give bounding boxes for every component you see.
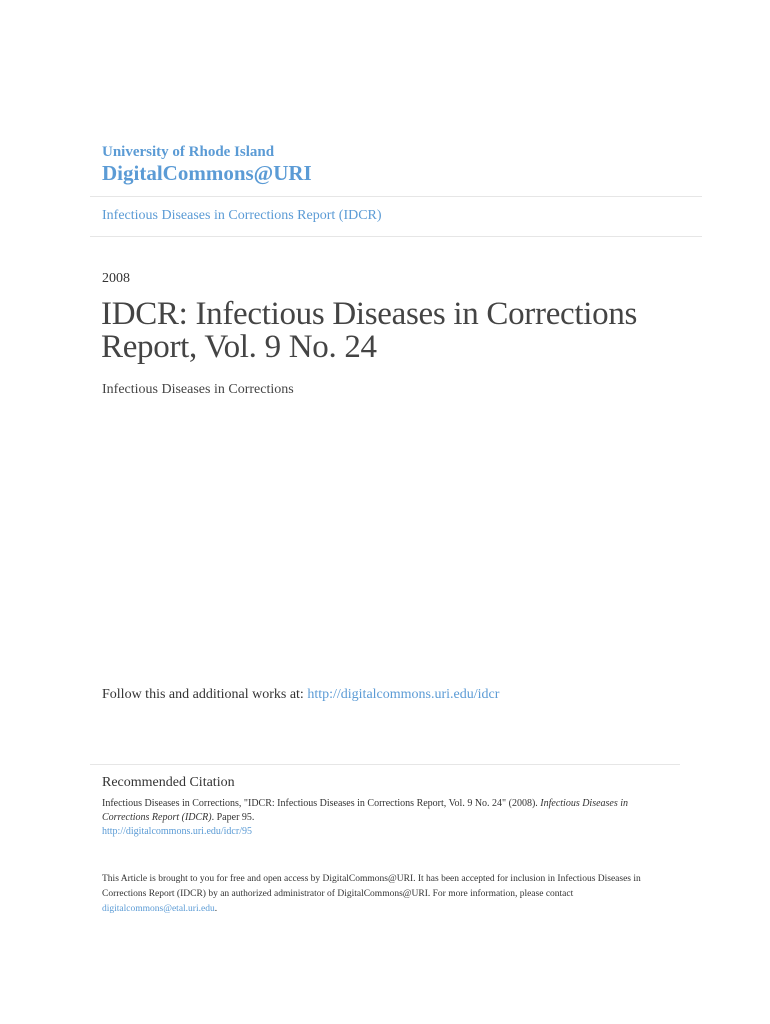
publication-year: 2008 (102, 271, 130, 286)
access-notice-text: This Article is brought to you for free and open access by DigitalCommons@URI. It has been accepted for inclusion in Infectious Diseases in Corrections Report (IDCR) by an authorized administrator of DigitalCommons@URI. For more information, please contact (102, 874, 641, 899)
citation-url-link[interactable]: http://digitalcommons.uri.edu/idcr/95 (102, 826, 252, 837)
follow-line (102, 687, 499, 703)
citation-text: Infectious Diseases in Corrections, "IDCR: Infectious Diseases in Corrections Report, Vol. 9 No. 24" (2008). (102, 798, 541, 809)
citation-heading: Recommended Citation (102, 775, 235, 790)
document-author: Infectious Diseases in Corrections (102, 382, 294, 397)
repository-link[interactable]: DigitalCommons@URI (102, 161, 312, 185)
access-notice (102, 872, 662, 917)
follow-label: Follow this and additional works at: (102, 687, 308, 702)
citation-journal: Infectious Diseases in Corrections Report (IDCR) (102, 798, 629, 823)
document-title: IDCR: Infectious Diseases in Corrections Report, Vol. 9 No. 24 (101, 296, 638, 365)
contact-email-link[interactable]: digitalcommons@etal.uri.edu (102, 904, 215, 914)
access-notice-end: . (214, 904, 218, 914)
header-divider-bottom (90, 236, 702, 237)
citation-paper: . Paper 95. (211, 812, 255, 823)
header-divider-top (90, 196, 702, 197)
citation-divider (90, 764, 680, 765)
series-link[interactable]: Infectious Diseases in Corrections Report (IDCR) (102, 208, 382, 223)
university-name: University of Rhode Island (102, 144, 275, 160)
follow-url-link[interactable]: http://digitalcommons.uri.edu/idcr (307, 687, 500, 702)
citation-body (102, 797, 677, 839)
